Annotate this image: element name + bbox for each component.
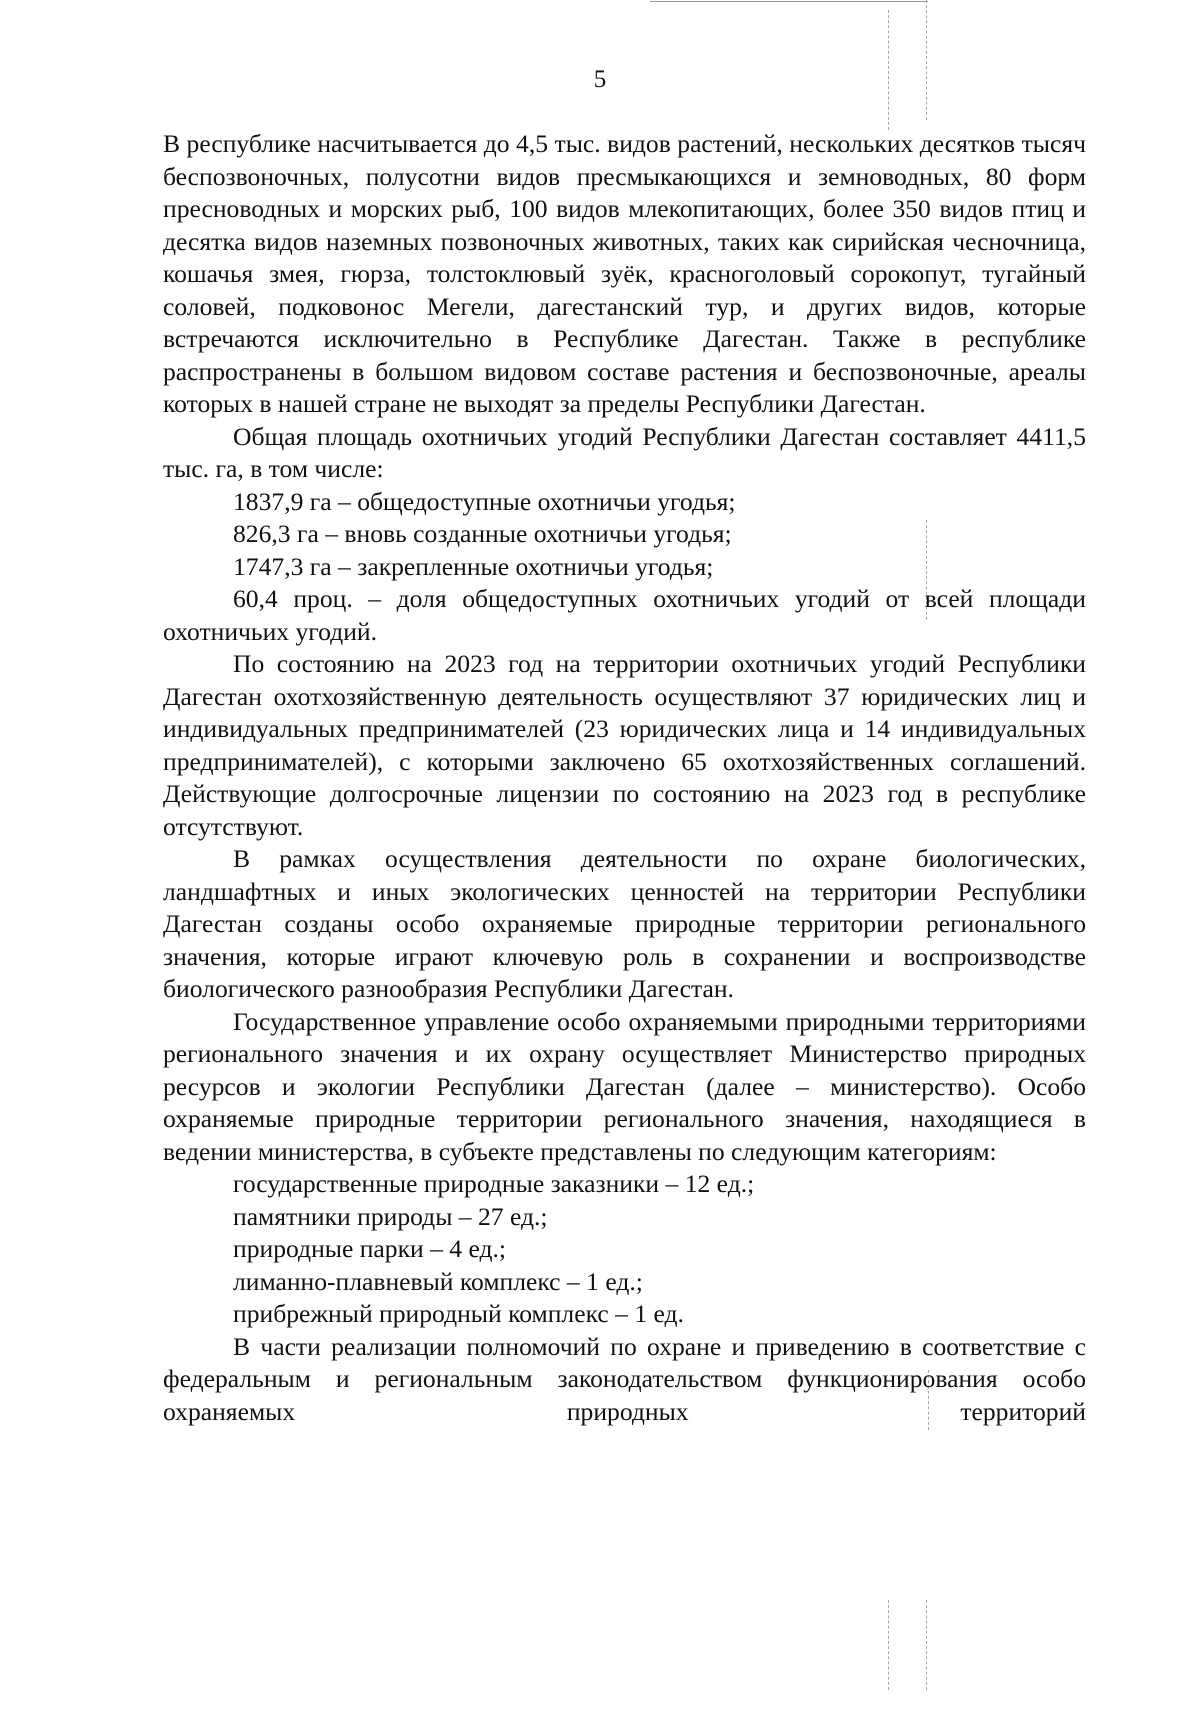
list-item: 1747,3 га – закрепленные охотничьи угодья; xyxy=(233,551,714,581)
scan-artifact-dashes xyxy=(926,0,928,120)
paragraph: В рамках осуществления деятельности по охране биологических, ландшафтных и иных экологических ценностей на территории Республики Дагестан созданы особо охраняемые природные территории регионального значения, которые играют ключевую роль в сохранении и воспроизводстве биологического разнообразия Республики Дагестан. xyxy=(163,844,1086,1003)
list-item: государственные природные заказники – 12 ед.; xyxy=(233,1169,755,1198)
list-item: памятники природы – 27 ед.; xyxy=(233,1201,548,1231)
paragraph: По состоянию на 2023 год на территории охотничьих угодий Республики Дагестан охотхозяйственную деятельность осуществляют 37 юридических лиц и индивидуальных предпринимателей (23 юридических лица и 14 индивидуальных предпринимателей), с которыми заключено 65 охотхозяйственных соглашений. Действующие долгосрочные лицензии по состоянию на 2023 год в республике отсутствуют. xyxy=(163,649,1086,841)
paragraph-continued: В части реализации полномочий по охране и приведению в соответствие с федеральным и региональным законодательством функционирования особо охраняемых природных территорий xyxy=(163,1331,1086,1426)
list-item: природные парки – 4 ед.; xyxy=(233,1234,507,1263)
scan-edge-line xyxy=(650,1,928,2)
document-body xyxy=(163,128,1086,1428)
page-number: 5 xyxy=(593,66,607,93)
list-item: лиманно-плавневый комплекс – 1 ед.; xyxy=(233,1266,643,1296)
scan-artifact-dashes xyxy=(926,1600,928,1690)
list-item: 826,3 га – вновь созданные охотничьи угодья; xyxy=(233,519,732,548)
paragraph: 60,4 проц. – доля общедоступных охотничьих угодий от всей площади охотничьих угодий. xyxy=(163,584,1086,646)
paragraph: Государственное управление особо охраняемыми природными территориями регионального значения и их охрану осуществляет Министерство природных ресурсов и экологии Республики Дагестан (далее – министерство). Особо охраняемые природные территории регионального значения, находящиеся в ведении министерства, в субъекте представлены по следующим категориям: xyxy=(163,1006,1086,1166)
list-item: 1837,9 га – общедоступные охотничьи угодья; xyxy=(233,486,736,516)
list-item: прибрежный природный комплекс – 1 ед. xyxy=(233,1299,684,1328)
paragraph: В республике насчитывается до 4,5 тыс. видов растений, нескольких десятков тысяч беспозвоночных, полусотни видов пресмыкающихся и земноводных, 80 форм пресноводных и морских рыб, 100 видов млекопитающих, более 350 видов птиц и десятка видов наземных позвоночных животных, таких как сирийская чесночница, кошачья змея, гюрза, толстоклювый зуёк, красноголовый сорокопут, тугайный соловей, подковонос Мегели, дагестанский тур, и других видов, которые встречаются исключительно в Республике Дагестан. Также в республике распространены в большом видовом составе растения и беспозвоночные, ареалы которых в нашей стране не выходят за пределы Республики Дагестан. xyxy=(163,129,1086,418)
paragraph: Общая площадь охотничьих угодий Республики Дагестан составляет 4411,5 тыс. га, в том числе: xyxy=(163,421,1086,483)
scan-artifact-dashes xyxy=(888,1600,890,1690)
